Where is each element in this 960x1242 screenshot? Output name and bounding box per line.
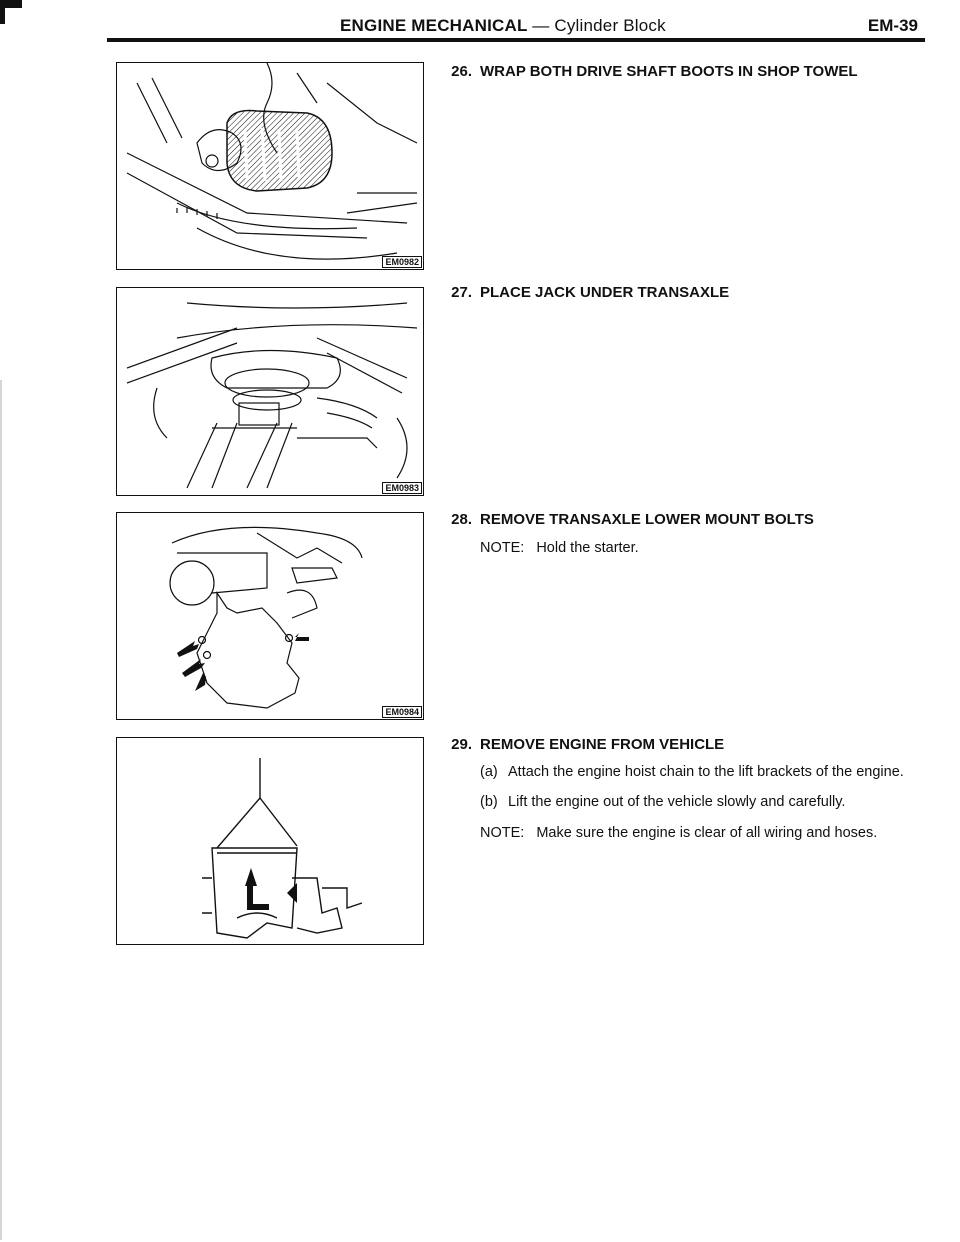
step-heading xyxy=(424,63,924,80)
header-subsection: Cylinder Block xyxy=(554,16,666,35)
step-heading xyxy=(424,284,924,301)
step-heading xyxy=(424,736,924,753)
note-label: NOTE: xyxy=(480,540,525,556)
figure-code: EM0984 xyxy=(382,706,422,718)
page-header xyxy=(340,12,918,38)
step-number: 29. xyxy=(451,736,472,753)
note-text: Hold the starter. xyxy=(536,540,639,556)
step-number: 27. xyxy=(451,284,472,301)
figure-code: EM0982 xyxy=(382,256,422,268)
step-title: PLACE JACK UNDER TRANSAXLE xyxy=(480,284,730,301)
step-title: REMOVE TRANSAXLE LOWER MOUNT BOLTS xyxy=(480,511,814,528)
figure-drive-shaft-boots xyxy=(116,62,424,270)
sub-step-a xyxy=(480,762,924,783)
lift-arrows xyxy=(245,868,297,910)
jack-illustration xyxy=(117,288,423,495)
note-text: Make sure the engine is clear of all wiring and hoses. xyxy=(536,825,878,841)
step-note xyxy=(480,538,924,559)
step-26 xyxy=(424,63,924,80)
figure-jack-under-transaxle xyxy=(116,287,424,496)
header-title xyxy=(340,16,666,36)
engine-hoist-illustration xyxy=(117,738,423,944)
step-note xyxy=(480,823,924,844)
sub-step-text: Lift the engine out of the vehicle slowly and carefully. xyxy=(508,794,846,810)
corner-crop-mark xyxy=(0,0,22,8)
header-rule xyxy=(107,38,925,42)
figure-code: EM0983 xyxy=(382,482,422,494)
sub-step-label: (a) xyxy=(480,764,498,780)
drive-shaft-illustration xyxy=(117,63,423,269)
mount-bolts-illustration xyxy=(117,513,423,719)
step-27 xyxy=(424,284,924,301)
page-edge-shadow xyxy=(0,380,2,1240)
sub-step-text: Attach the engine hoist chain to the lift brackets of the engine. xyxy=(508,764,904,780)
step-28 xyxy=(424,511,924,559)
step-number: 26. xyxy=(451,63,472,80)
header-separator: — xyxy=(532,16,550,35)
header-section: ENGINE MECHANICAL xyxy=(340,16,528,35)
step-29 xyxy=(424,736,924,844)
sub-step-b xyxy=(480,792,924,813)
figure-transaxle-mount-bolts xyxy=(116,512,424,720)
note-label: NOTE: xyxy=(480,825,525,841)
page-number: EM-39 xyxy=(867,16,918,35)
sub-step-label: (b) xyxy=(480,794,498,810)
step-heading xyxy=(424,511,924,528)
step-number: 28. xyxy=(451,511,472,528)
step-title: WRAP BOTH DRIVE SHAFT BOOTS IN SHOP TOWEL xyxy=(480,63,858,80)
figure-engine-hoist xyxy=(116,737,424,945)
step-title: REMOVE ENGINE FROM VEHICLE xyxy=(480,736,725,753)
